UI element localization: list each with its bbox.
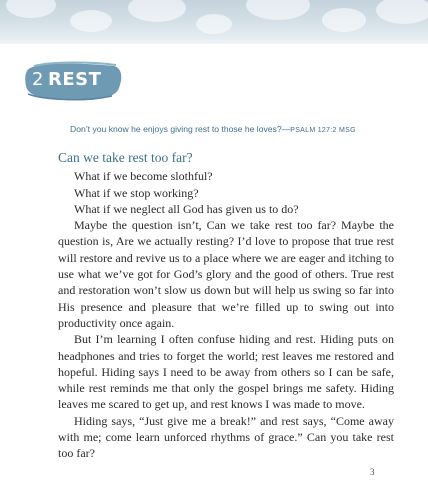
paragraph: What if we become slothful? bbox=[74, 169, 213, 184]
section-heading: Can we take rest too far? bbox=[58, 150, 193, 165]
chapter-name: REST bbox=[47, 69, 102, 90]
paragraph: Maybe the question isn’t, Can we take rest too far? Maybe the question is, Are we actually resting? I’d love to propose that true rest will restore and revive us to a place where we are eager and itching to use what we’ve got for God’s glory and the good of others. True rest and restoration won’t slow us down but will help us swing so far into His presence and pleasure that we’re filled up to swing out into productivity once again. bbox=[58, 218, 394, 330]
page-number: 3 bbox=[370, 467, 375, 477]
chapter-title-block bbox=[24, 60, 124, 104]
paragraph: Hiding says, “Just give me a break!” and rest says, “Come away with me; come learn unforced rhythms of grace.” Can you take rest too far? bbox=[58, 413, 394, 461]
decorative-header-band bbox=[0, 0, 428, 44]
epigraph-quote: Don’t you know he enjoys giving rest to those he loves?— bbox=[70, 124, 291, 134]
chapter-title bbox=[32, 69, 101, 90]
paragraph: But I’m learning I often confuse hiding and rest. Hiding puts on headphones and tries to forget the world; rest leaves me restored and hopeful. Hiding says I need to be away from others so I can be safe, while rest reminds me that only the gospel brings me safety. Hiding leaves me scared to get up, and rest knows I was made to move. bbox=[58, 332, 394, 412]
paragraph: What if we neglect all God has given us to do? bbox=[74, 201, 299, 216]
epigraph-source: PSALM 127:2 MSG bbox=[290, 127, 356, 134]
body-text bbox=[58, 150, 394, 462]
epigraph bbox=[70, 124, 410, 134]
chapter-number: 2 bbox=[32, 69, 44, 90]
paragraph: What if we stop working? bbox=[74, 185, 199, 200]
